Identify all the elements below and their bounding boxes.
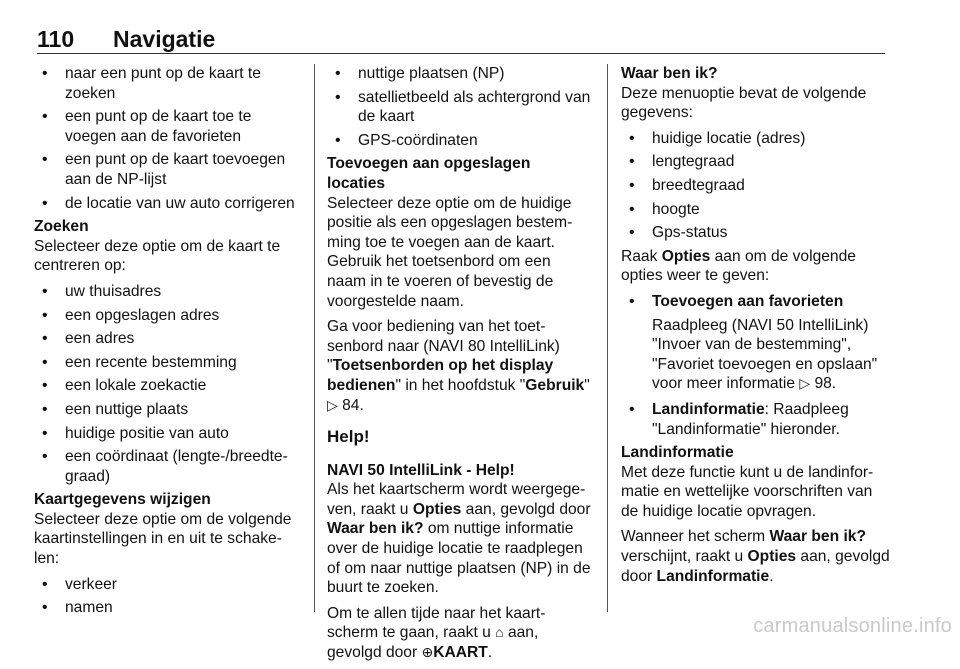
list-item: • een coördinaat (lengte-/breedte-graad) [34, 447, 302, 486]
opgeslagen-heading: Toevoegen aan opgeslagen locaties [327, 155, 531, 192]
list-item: • hoogte [621, 200, 891, 220]
list-item: • GPS-coördinaten [327, 131, 592, 151]
list-item: • breedtegraad [621, 176, 891, 196]
list-item: • een nuttige plaats [34, 400, 302, 420]
column-2 [327, 64, 592, 669]
wanneer-paragraph: Wanneer het scherm Waar ben ik? verschijnt, raakt u Opties aan, gevolgd door Landinformatie. [621, 528, 890, 585]
bediening-paragraph: Ga voor bediening van het toet-senbord naar (NAVI 80 IntelliLink) "Toetsenborden op het display bedienen" in het hoofdstuk "Gebruik" ▷ 84. [327, 318, 590, 414]
favorieten-text: Raadpleeg (NAVI 50 IntelliLink) "Invoer van de bestemming", "Favoriet toevoegen en opslaan" voor meer informatie ▷ 98. [652, 316, 878, 393]
kaartgegevens-list [34, 575, 302, 618]
page-header [37, 27, 885, 54]
waar-text: Deze menuoptie bevat de volgende gegevens: [621, 84, 867, 122]
opties-list [621, 292, 891, 439]
kaartgegevens-text: Selecteer deze optie om de volgende kaartinstellingen in en uit te schake-len: [34, 510, 292, 568]
list-item: • een adres [34, 329, 302, 349]
list-item: • verkeer [34, 575, 302, 595]
list-item: • nuttige plaatsen (NP) [327, 64, 592, 84]
list-item: • Landinformatie: Raadpleeg "Landinformatie" hieronder. [621, 400, 891, 439]
zoeken-text: Selecteer deze optie om de kaart te centreren op: [34, 237, 281, 275]
list-item: • lengtegraad [621, 152, 891, 172]
list-item: • naar een punt op de kaart te zoeken [34, 64, 302, 103]
list-item: • een recente bestemming [34, 353, 302, 373]
help-heading: Help! [327, 427, 370, 447]
landinformatie-text: Met deze functie kunt u de landinfor-matie en wettelijke voorschriften van de huidige locatie opvragen. [621, 463, 874, 520]
list-item: • een punt op de kaart toevoegen aan de NP-lijst [34, 150, 302, 189]
map-compass-icon: ⊕ [421, 644, 434, 661]
column-1 [34, 64, 302, 622]
list-item: • satellietbeeld als achtergrond van de kaart [327, 88, 592, 127]
map-options-list [327, 64, 592, 150]
list-item: • uw thuisadres [34, 282, 302, 302]
watermark: carmanualsonline.info [753, 615, 952, 637]
list-item: • huidige positie van auto [34, 424, 302, 444]
page-reference: 84. [342, 396, 364, 414]
page-number: 110 [37, 26, 75, 52]
opgeslagen-text: Selecteer deze optie om de huidige positie als een opgeslagen bestem-ming toe te voegen aan de kaart. Gebruik het toetsenbord om een naam in te voeren of bevestig de voorgestelde naam. [327, 194, 573, 310]
kaartgegevens-heading: Kaartgegevens wijzigen [34, 491, 211, 509]
list-item: • huidige locatie (adres) [621, 129, 891, 149]
waar-list [621, 129, 891, 243]
page-title: Navigatie [113, 26, 216, 52]
kaart-paragraph: Om te allen tijde naar het kaart-scherm te gaan, raakt u ⌂ aan, gevolgd door ⊕KAART. [327, 604, 546, 662]
zoeken-list [34, 282, 302, 486]
raak-opties-paragraph: Raak Opties aan om de volgende opties weer te geven: [621, 247, 856, 285]
list-item: • Gps-status [621, 223, 891, 243]
landinformatie-heading: Landinformatie [621, 444, 734, 462]
list-item: • een lokale zoekactie [34, 376, 302, 396]
intro-list [34, 64, 302, 213]
column-divider-2 [607, 64, 608, 612]
list-item: • de locatie van uw auto corrigeren [34, 194, 302, 214]
navi50-text: Als het kaartscherm wordt weergege-ven, raakt u Opties aan, gevolgd door Waar ben ik? om nuttige informatie over de huidige locatie te raadplegen of om naar nuttige plaatsen (NP) in de buurt te zoeken. [327, 481, 591, 597]
column-divider-1 [314, 64, 315, 612]
page-reference-icon: ▷ [799, 375, 811, 392]
page-reference-icon: ▷ [327, 396, 338, 413]
list-item: • een punt op de kaart toe te voegen aan de favorieten [34, 107, 302, 146]
zoeken-heading: Zoeken [34, 218, 89, 236]
list-item: • namen [34, 598, 302, 618]
list-item: • Toevoegen aan favorieten Raadpleeg (NAVI 50 IntelliLink) "Invoer van de bestemming", "Favoriet toevoegen en opslaan" voor meer informatie ▷ 98. [621, 292, 891, 394]
navi50-heading: NAVI 50 IntelliLink - Help! [327, 461, 515, 479]
list-item: • een opgeslagen adres [34, 306, 302, 326]
home-icon: ⌂ [495, 624, 504, 641]
waar-heading: Waar ben ik? [621, 65, 718, 82]
column-3 [621, 64, 891, 592]
